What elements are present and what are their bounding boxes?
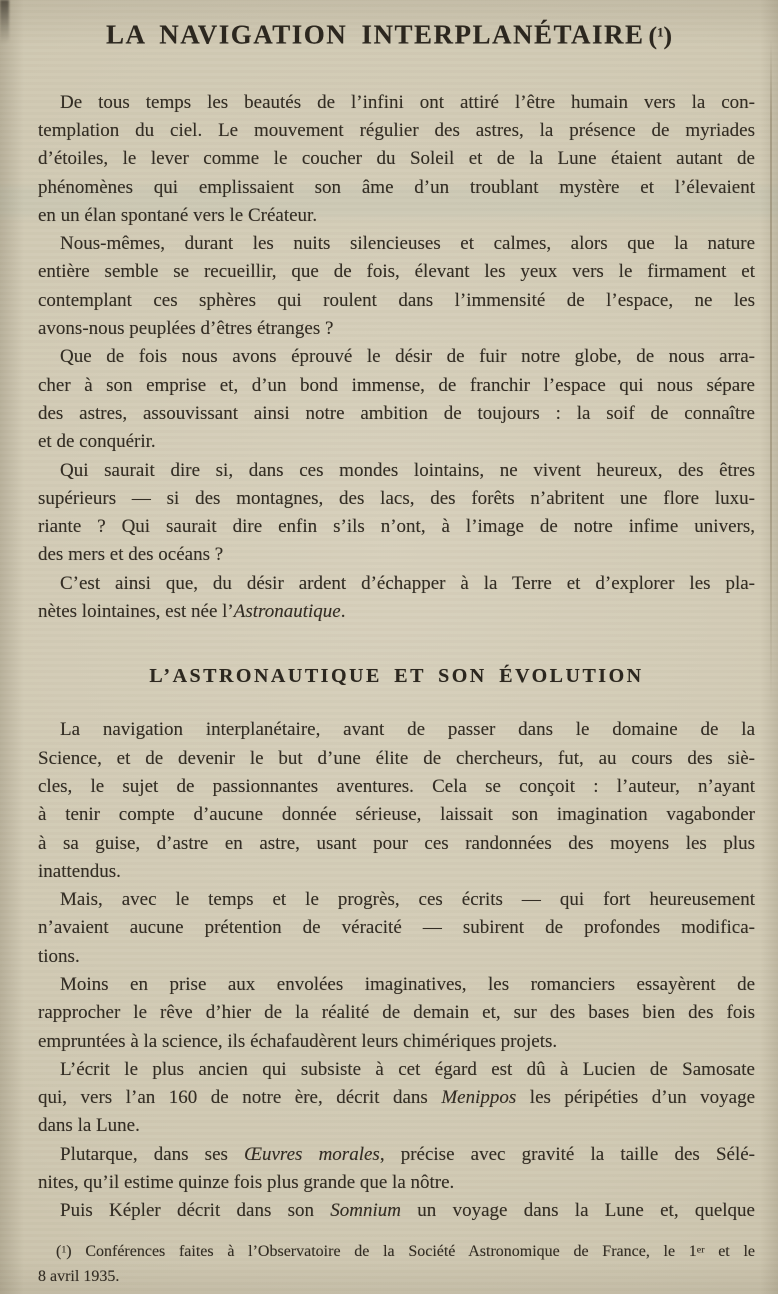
text-line <box>38 745 755 773</box>
text-segment: ) Conférences faites à l’Observatoire de la Société Astronomique de France, le 1 <box>66 1242 697 1260</box>
paragraph <box>38 886 755 971</box>
footnote-ref-close-paren: ) <box>663 20 673 50</box>
text-line <box>38 485 755 513</box>
text-line <box>38 773 755 801</box>
superscript-text: er <box>696 1244 705 1256</box>
text-segment: inattendus. <box>38 860 121 882</box>
text-line <box>38 971 755 999</box>
text-line <box>38 1056 755 1084</box>
footnote-ref-number: 1 <box>657 25 664 39</box>
text-line <box>38 428 755 456</box>
text-segment: dans la Lune. <box>38 1115 140 1137</box>
paragraph <box>38 570 755 627</box>
text-line <box>38 598 755 626</box>
text-segment: cher à son emprise et, d’un bond immense, de franchir l’espace qui nous sépare <box>38 374 755 396</box>
paragraph <box>38 716 755 886</box>
text-segment: , précise avec gravité la taille des Sélé- <box>379 1143 755 1165</box>
paragraph <box>38 343 755 456</box>
text-line <box>38 343 755 371</box>
italic-text: Somnium <box>330 1200 402 1222</box>
text-line <box>38 1112 755 1140</box>
text-segment: des astres, assouvissant ainsi notre ambition de toujours : la soif de connaître <box>38 402 755 424</box>
text-segment: d’étoiles, le lever comme le coucher du Soleil et de la Lune étaient autant de <box>38 148 755 170</box>
text-segment: des mers et des océans ? <box>38 544 224 566</box>
page-title <box>0 16 778 52</box>
text-line <box>38 400 755 428</box>
text-segment: L’écrit le plus ancien qui subsiste à cet égard est dû à Lucien de Samosate <box>60 1058 755 1080</box>
text-line <box>38 513 755 541</box>
text-segment: Moins en prise aux envolées imaginatives, les romanciers essayèrent de <box>60 974 755 995</box>
text-line <box>38 943 755 971</box>
italic-text: Astronautique <box>233 601 341 623</box>
paragraph <box>38 230 755 343</box>
text-line <box>38 117 755 145</box>
text-line <box>38 202 755 230</box>
paragraph <box>38 1197 755 1225</box>
footnote-ref-open-paren: ( <box>648 20 658 50</box>
text-segment: riante ? Qui saurait dire enfin s’ils n’ont, à l’image de notre infime univers, <box>38 516 755 538</box>
text-segment: un voyage dans la Lune et, quelque <box>401 1200 755 1222</box>
text-line <box>38 1264 755 1289</box>
text-segment: ( <box>56 1242 62 1260</box>
superscript-text: 1 <box>61 1244 67 1256</box>
document-body <box>38 89 755 1289</box>
italic-text: Œuvres morales <box>244 1143 380 1165</box>
text-line <box>38 230 755 258</box>
paragraph <box>38 971 755 1056</box>
text-segment: phénomènes qui emplissaient son âme d’un troublant mystère et l’élevaient <box>38 176 755 198</box>
text-segment: nètes lointaines, est née l’ <box>38 601 234 623</box>
text-segment: supérieurs — si des montagnes, des lacs, des forêts n’abritent une flore luxu- <box>38 487 755 509</box>
text-line <box>38 801 755 829</box>
text-line <box>38 1084 755 1112</box>
page-title-text: LA NAVIGATION INTERPLANÉTAIRE <box>105 19 645 50</box>
text-segment: n’avaient aucune prétention de véracité — subirent de profondes modifica- <box>38 917 755 939</box>
text-segment: Mais, avec le temps et le progrès, ces écrits — qui fort heureusement <box>60 889 755 911</box>
paragraph <box>38 1056 755 1141</box>
text-segment: Plutarque, dans ses <box>60 1143 245 1165</box>
text-line <box>38 1028 755 1056</box>
text-line <box>38 999 755 1027</box>
text-line <box>38 1239 755 1264</box>
text-segment: les péripéties d’un voyage <box>516 1087 756 1109</box>
text-line <box>38 886 755 914</box>
text-segment: Science, et de devenir le but d’une élite de chercheurs, fut, au cours des siè- <box>38 747 755 769</box>
text-segment: Qui saurait dire si, dans ces mondes lointains, ne vivent heureux, des êtres <box>60 459 755 481</box>
text-line <box>38 287 755 315</box>
text-segment: cles, le sujet de passionnantes aventures. Cela se conçoit : l’auteur, n’ayant <box>38 775 755 797</box>
text-segment: nites, qu’il estime quinze fois plus grande que la nôtre. <box>38 1172 455 1194</box>
text-line <box>38 145 755 173</box>
text-segment: tions. <box>38 945 80 967</box>
text-segment: contemplant ces sphères qui roulent dans l’immensité de l’espace, ne les <box>38 289 755 311</box>
text-line <box>38 716 755 744</box>
text-line <box>38 830 755 858</box>
text-segment: Puis Képler décrit dans son <box>60 1200 331 1222</box>
text-segment: empruntées à la science, ils échafaudèrent leurs chimériques projets. <box>38 1030 558 1052</box>
text-line <box>38 570 755 598</box>
text-line <box>38 1141 755 1169</box>
page-edge-shadow-line <box>770 40 772 700</box>
scan-edge-smudge <box>0 0 9 44</box>
text-segment: à sa guise, d’astre en astre, usant pour ces randonnées des moyens les plus <box>38 832 755 854</box>
text-line <box>38 1197 755 1225</box>
text-line <box>38 457 755 485</box>
text-segment: et le <box>704 1242 756 1260</box>
text-segment: à tenir compte d’aucune donnée sérieuse, laissait son imagination vagabonder <box>38 804 755 826</box>
text-segment: . <box>340 601 346 623</box>
title-footnote-ref <box>649 21 673 50</box>
text-line <box>38 89 755 117</box>
text-segment: 8 avril 1935. <box>38 1267 120 1285</box>
text-line <box>38 914 755 942</box>
text-line <box>38 1169 755 1197</box>
text-segment: qui, vers l’an 160 de notre ère, décrit dans <box>38 1087 442 1109</box>
text-line <box>38 372 755 400</box>
text-line <box>38 258 755 286</box>
text-line <box>38 858 755 886</box>
text-segment: templation du ciel. Le mouvement régulier des astres, la présence de myriades <box>38 119 755 141</box>
text-segment: entière semble se recueillir, que de fois, élevant les yeux vers le firmament et <box>38 261 755 283</box>
paragraph <box>38 457 755 570</box>
text-segment: De tous temps les beautés de l’infini ont attiré l’être humain vers la con- <box>60 91 755 113</box>
text-segment: en un élan spontané vers le Créateur. <box>38 204 318 226</box>
text-segment: Nous-mêmes, durant les nuits silencieuses et calmes, alors que la nature <box>60 233 755 255</box>
text-segment: C’est ainsi que, du désir ardent d’échapper à la Terre et d’explorer les pla- <box>60 572 755 594</box>
text-line <box>38 541 755 569</box>
text-segment: La navigation interplanétaire, avant de passer dans le domaine de la <box>60 719 755 741</box>
text-line <box>38 174 755 202</box>
section-heading: L’ASTRONAUTIQUE ET SON ÉVOLUTION <box>149 665 644 688</box>
footnote <box>38 1239 755 1289</box>
text-segment: avons-nous peuplées d’êtres étranges ? <box>38 318 334 340</box>
text-segment: et de conquérir. <box>38 431 156 453</box>
paragraph <box>38 1141 755 1198</box>
text-segment: Que de fois nous avons éprouvé le désir de fuir notre globe, de nous arra- <box>60 346 755 368</box>
italic-text: Menippos <box>441 1087 517 1109</box>
text-segment: rapprocher le rêve d’hier de la réalité de demain et, sur des bases bien des fois <box>38 1002 755 1024</box>
text-line <box>38 315 755 343</box>
paragraph <box>38 89 755 230</box>
